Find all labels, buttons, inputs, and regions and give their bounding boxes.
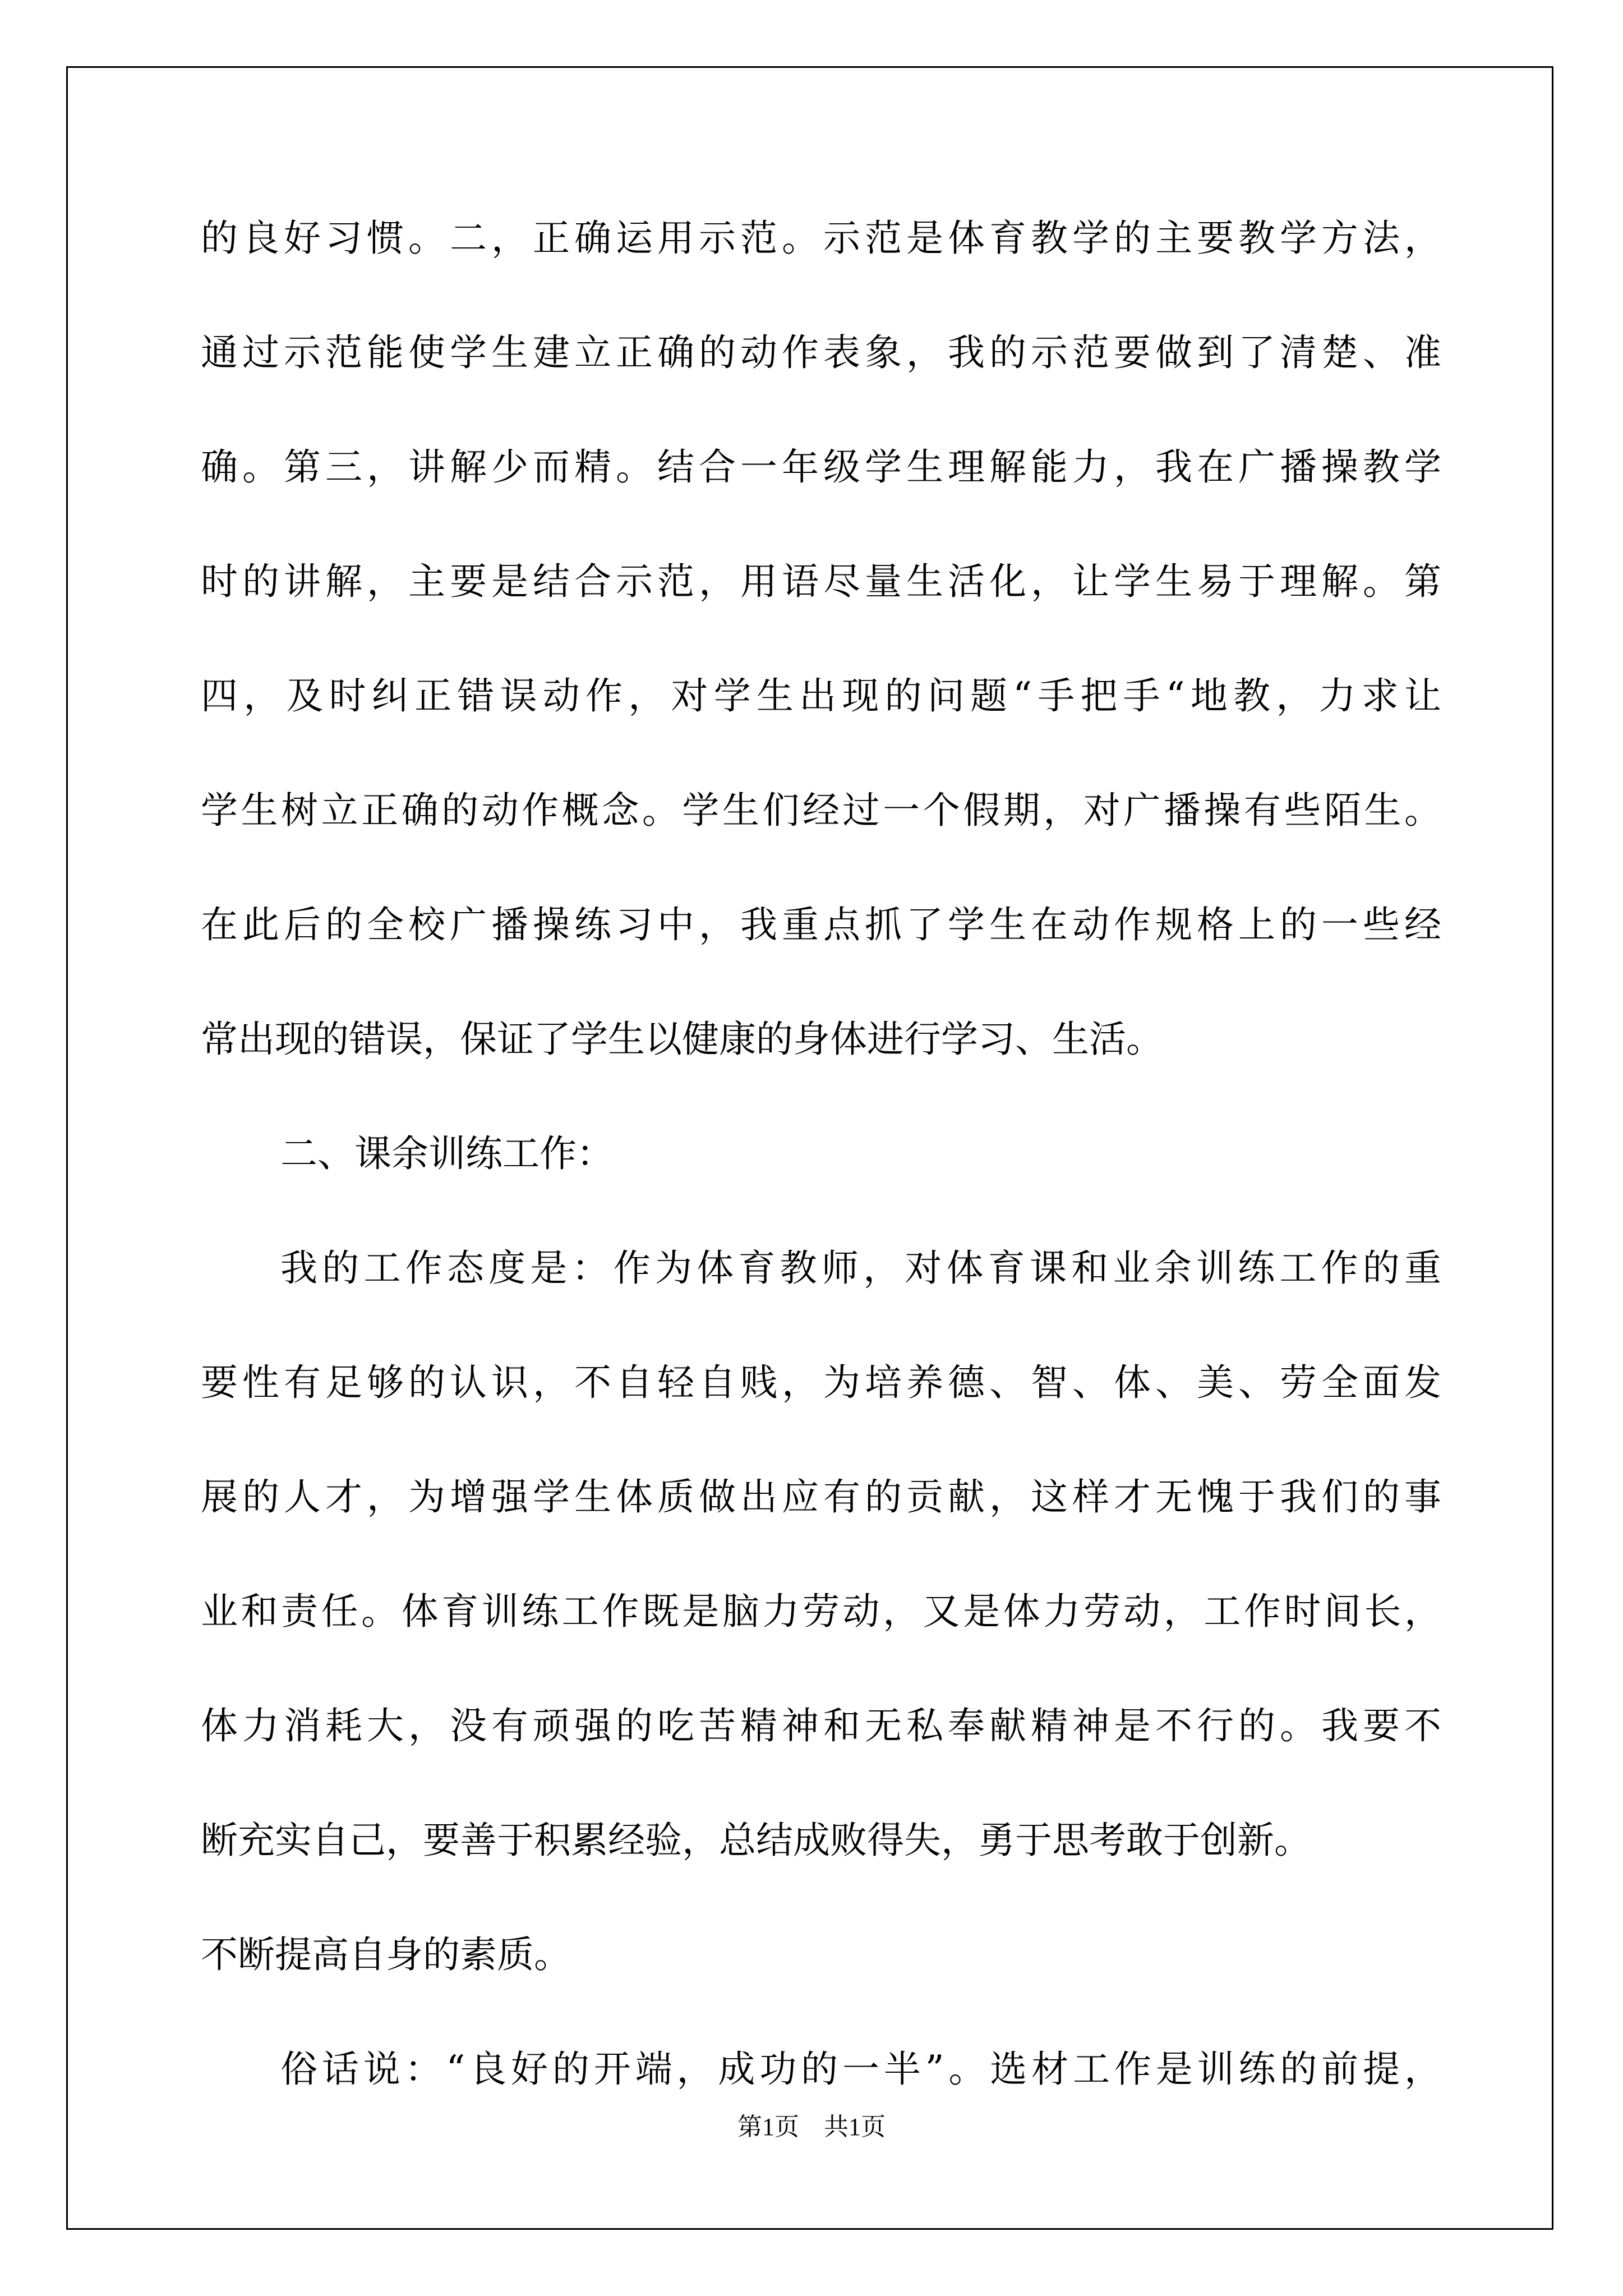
body-line-11: 要性有足够的认识，不自轻自贱，为培养德、智、体、美、劳全面发 xyxy=(201,1361,1441,1404)
page-footer: 第1页 共1页 xyxy=(737,2113,886,2141)
body-line-1: 的良好习惯。二，正确运用示范。示范是体育教学的主要教学方法， xyxy=(201,217,1441,260)
body-line-13: 业和责任。体育训练工作既是脑力劳动，又是体力劳动，工作时间长， xyxy=(201,1590,1441,1633)
body-line-7: 在此后的全校广播操练习中，我重点抓了学生在动作规格上的一些经 xyxy=(201,903,1441,946)
body-line-3: 确。第三，讲解少而精。结合一年级学生理解能力，我在广播操教学 xyxy=(201,445,1441,489)
body-line-8: 常出现的错误，保证了学生以健康的身体进行学习、生活。 xyxy=(201,1018,1163,1061)
body-line-17: 俗话说：“良好的开端，成功的一半”。选材工作是训练的前提， xyxy=(280,2047,1441,2091)
body-line-15: 断充实自己，要善于积累经验，总结成败得失，勇于思考敢于创新。 xyxy=(201,1819,1311,1862)
body-line-10: 我的工作态度是：作为体育教师，对体育课和业余训练工作的重 xyxy=(280,1246,1441,1290)
body-line-16: 不断提高自身的素质。 xyxy=(201,1933,571,1976)
section-heading: 二、课余训练工作： xyxy=(280,1132,614,1175)
body-line-4: 时的讲解，主要是结合示范，用语尽量生活化，让学生易于理解。第 xyxy=(201,560,1441,603)
body-line-5: 四，及时纠正错误动作，对学生出现的问题“手把手“地教，力求让 xyxy=(201,674,1441,717)
body-line-12: 展的人才，为增强学生体质做出应有的贡献，这样才无愧于我们的事 xyxy=(201,1475,1441,1519)
body-line-6: 学生树立正确的动作概念。学生们经过一个假期，对广播操有些陌生。 xyxy=(201,789,1441,832)
body-line-2: 通过示范能使学生建立正确的动作表象，我的示范要做到了清楚、准 xyxy=(201,331,1441,374)
body-line-14: 体力消耗大，没有顽强的吃苦精神和无私奉献精神是不行的。我要不 xyxy=(201,1704,1441,1747)
